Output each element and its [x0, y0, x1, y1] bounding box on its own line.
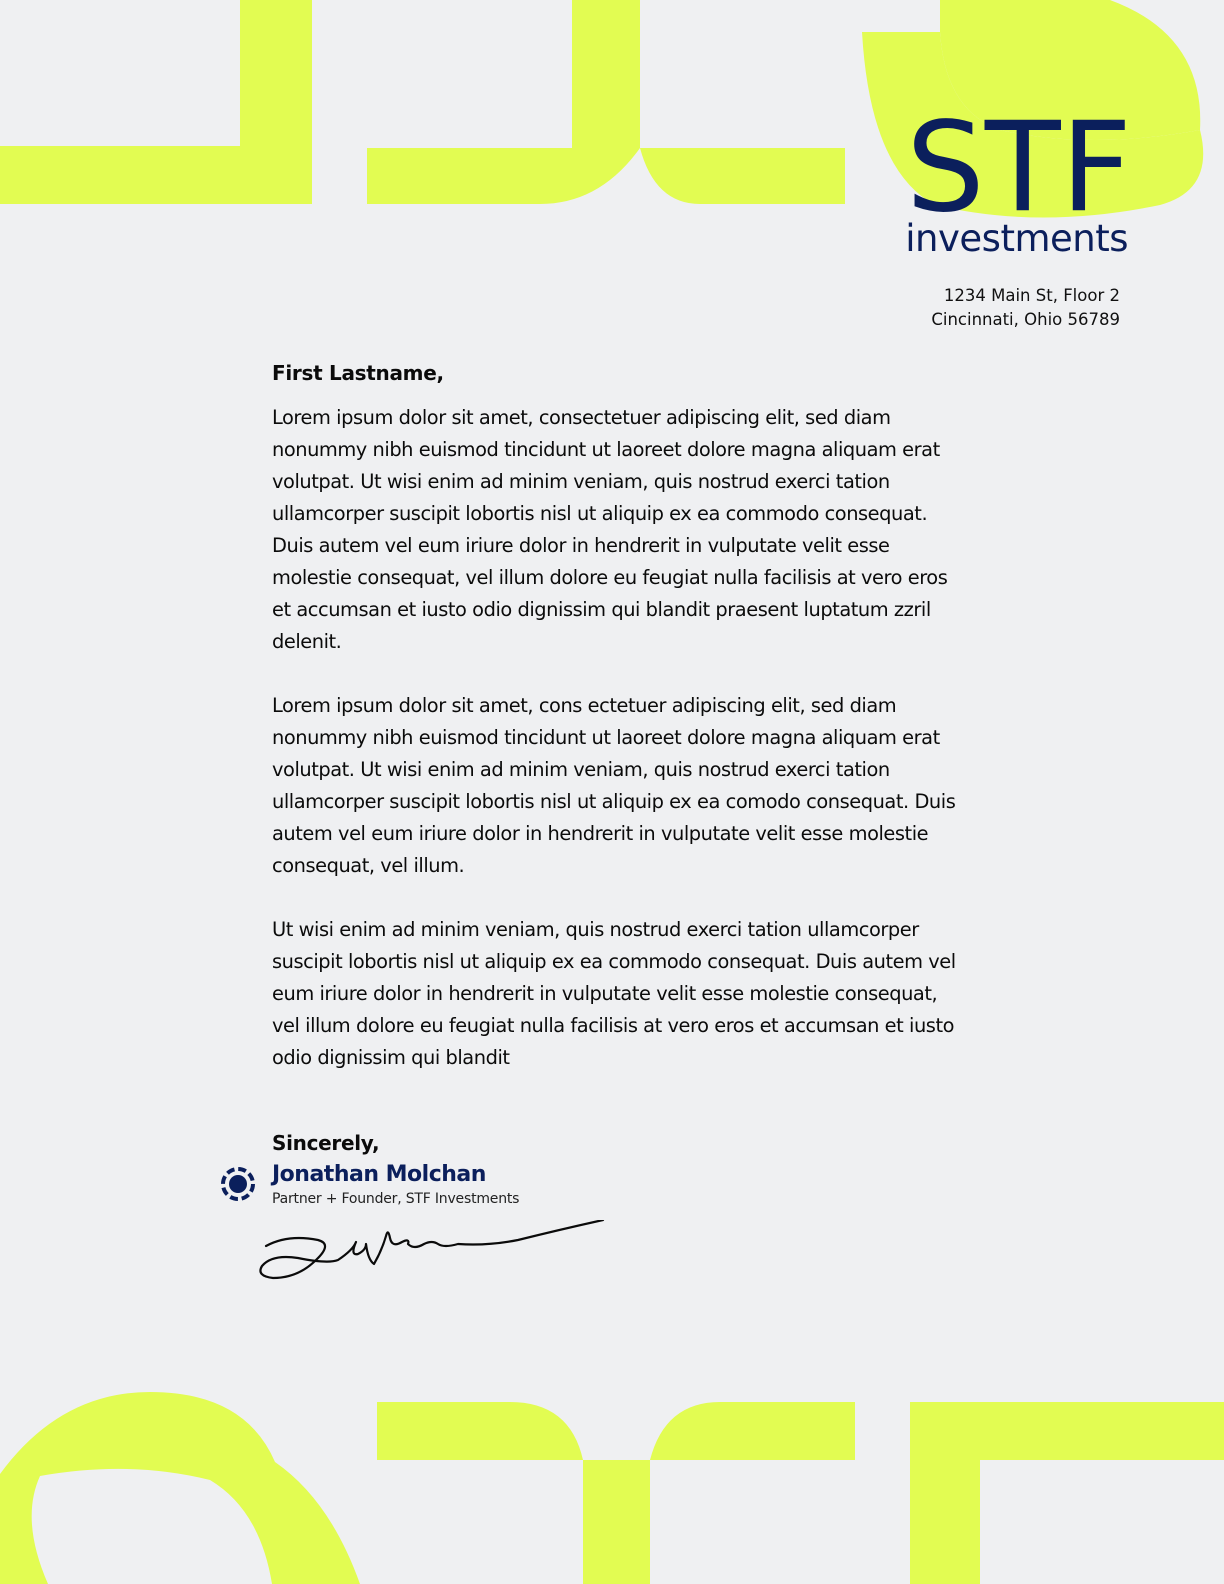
paragraph-3: Ut wisi enim ad minim veniam, quis nostrud exerci tation ullamcorper suscipit lobortis nisl ut aliquip ex ea commodo consequat. Duis autem vel eum iriure dolor in hendrerit in vulputate velit esse molestie consequat, vel illum dolore eu feugiat nulla facilisis at vero eros et accumsan et iusto odio dignissim qui blandit — [272, 918, 956, 1069]
address-line-2: Cincinnati, Ohio 56789 — [931, 310, 1120, 329]
stf-logo-mark — [906, 116, 1128, 216]
closing-block — [272, 1130, 519, 1208]
closing-text: Sincerely, — [272, 1131, 380, 1155]
company-logo — [898, 116, 1128, 260]
signer-title: Partner + Founder, STF Investments — [272, 1191, 520, 1207]
logo-mark-text: STF — [906, 116, 1126, 216]
address-line-1: 1234 Main St, Floor 2 — [943, 286, 1120, 305]
paragraph-2: Lorem ipsum dolor sit amet, cons ectetuer adipiscing elit, sed diam nonummy nibh euismod tincidunt ut laoreet dolore magna aliquam erat volutpat. Ut wisi enim ad minim veniam, quis nostrud exerci tation ullamcorper suscipit lobortis nisl ut aliquip ex ea comodo consequat. Duis autem vel eum iriure dolor in hendrerit in vulputate velit esse molestie consequat, vel illum. — [272, 694, 956, 877]
letter-body — [272, 360, 962, 1106]
salutation: First Lastname, — [272, 361, 444, 385]
company-address — [931, 284, 1120, 332]
logo-wordmark: investments — [905, 217, 1128, 260]
seal-icon — [220, 1166, 256, 1202]
handwritten-signature-icon — [258, 1220, 618, 1300]
signer-name: Jonathan Molchan — [272, 1162, 486, 1187]
paragraph-1: Lorem ipsum dolor sit amet, consectetuer adipiscing elit, sed diam nonummy nibh euismod tincidunt ut laoreet dolore magna aliquam erat volutpat. Ut wisi enim ad minim veniam, quis nostrud exerci tation ullamcorper suscipit lobortis nisl ut aliquip ex ea commodo consequat. Duis autem vel eum iriure dolor in hendrerit in vulputate velit esse molestie consequat, vel illum dolore eu feugiat nulla facilisis at vero eros et accumsan et iusto odio dignissim qui blandit praesent luptatum zzril delenit. — [272, 406, 948, 653]
